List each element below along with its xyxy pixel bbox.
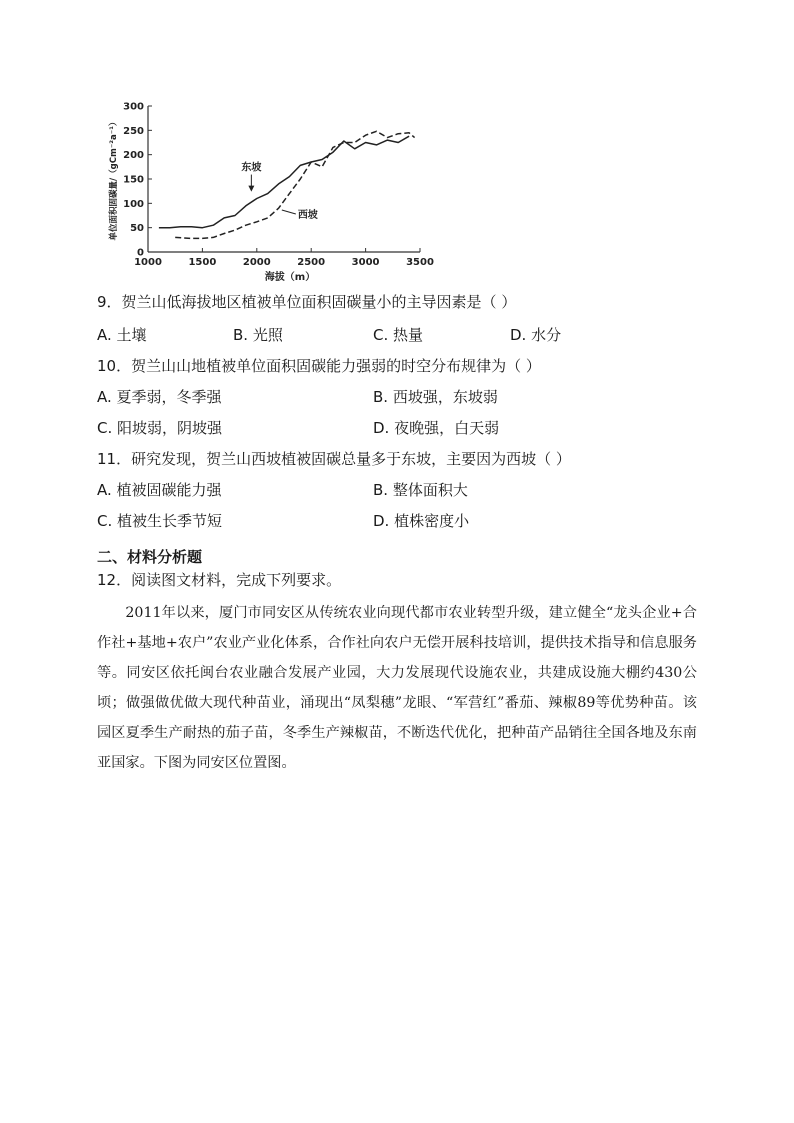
- q10-option-c[interactable]: C. 阳坡弱，阴坡强: [97, 419, 223, 437]
- q11-option-c[interactable]: C. 植被生长季节短: [97, 512, 223, 530]
- x-tick-label: 3500: [406, 257, 434, 268]
- q11-option-d[interactable]: D. 植株密度小: [373, 512, 470, 530]
- q9-option-b[interactable]: B. 光照: [233, 326, 283, 344]
- annotation-west-slope-arrow: [282, 210, 296, 214]
- x-tick-label: 3000: [351, 257, 380, 268]
- series-line-west-slope: [175, 131, 414, 238]
- y-tick-label: 100: [123, 198, 144, 210]
- x-tick-label: 1000: [134, 257, 162, 268]
- question-11-stem: 11．研究发现，贺兰山西坡植被固碳总量多于东坡，主要因为西坡（ ）: [97, 450, 571, 468]
- x-tick-label: 2000: [242, 257, 271, 268]
- q9-option-a[interactable]: A. 土壤: [97, 326, 147, 344]
- y-tick-label: 250: [123, 125, 144, 137]
- q10-option-b[interactable]: B. 西坡强，东坡弱: [373, 388, 498, 406]
- x-tick-label: 1500: [188, 257, 217, 268]
- y-tick-label: 150: [123, 174, 144, 186]
- x-axis-label: 海拔（m）: [264, 272, 316, 283]
- question-9-stem: 9．贺兰山低海拔地区植被单位面积固碳量小的主导因素是（ ）: [97, 293, 517, 311]
- chart-svg: [100, 96, 440, 286]
- y-tick-label: 200: [123, 150, 144, 162]
- annotation-east-slope-arrowhead: [248, 186, 254, 192]
- q11-option-a[interactable]: A. 植被固碳能力强: [97, 481, 222, 499]
- annotation-east-slope-label: 东坡: [241, 162, 262, 174]
- q11-option-b[interactable]: B. 整体面积大: [373, 481, 468, 499]
- material-paragraph: 2011年以来，厦门市同安区从传统农业向现代都市农业转型升级，建立健全“龙头企业+合作社+基地+农户”农业产业化体系，合作社向农户无偿开展科技培训，提供技术指导和信息服务等。同安区依托闽台农业融合发展产业园，大力发展现代设施农业，共建成设施大棚约430公顷；做强做优做大现代种苗业，涌现出“凤梨穗”龙眼、“军营红”番茄、辣椒89等优势种苗。该园区夏季生产耐热的茄子苗，冬季生产辣椒苗，不断迭代优化，把种苗产品销往全国各地及东南亚国家。下图为同安区位置图。: [97, 605, 697, 771]
- y-tick-label: 50: [130, 223, 144, 235]
- y-tick-label: 0: [137, 247, 144, 259]
- y-axis-label: 单位面积固碳量/（gCm⁻²a⁻¹）: [109, 117, 119, 241]
- section-heading: 二、材料分析题: [97, 548, 203, 566]
- question-12-stem: 12．阅读图文材料，完成下列要求。: [97, 571, 342, 589]
- annotation-west-slope-label: 西坡: [297, 210, 318, 222]
- x-tick-label: 2500: [297, 257, 326, 268]
- question-10-stem: 10．贺兰山山地植被单位面积固碳能力强弱的时空分布规律为（ ）: [97, 357, 541, 375]
- q9-option-d[interactable]: D. 水分: [510, 326, 562, 344]
- q10-option-d[interactable]: D. 夜晚强，白天弱: [373, 419, 500, 437]
- q9-option-c[interactable]: C. 热量: [373, 326, 424, 344]
- q10-option-a[interactable]: A. 夏季弱，冬季强: [97, 388, 222, 406]
- carbon-fixation-chart: [100, 96, 440, 286]
- series-line-east-slope: [159, 136, 409, 228]
- y-tick-label: 300: [123, 101, 144, 113]
